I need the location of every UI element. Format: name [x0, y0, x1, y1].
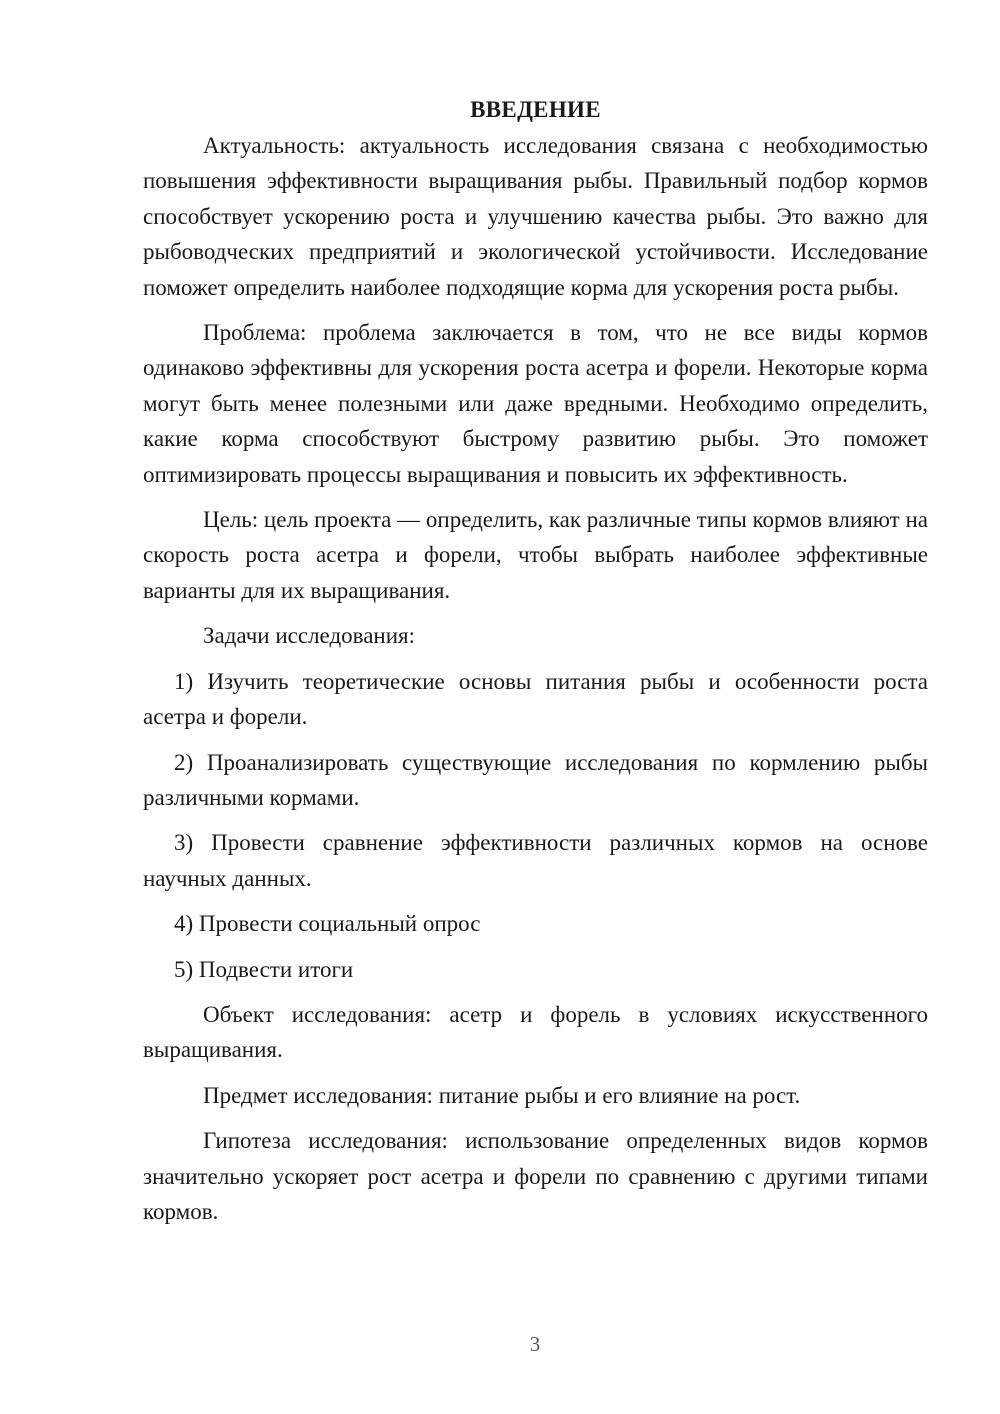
page-number: 3	[529, 1332, 541, 1356]
task-item-5: 5) Подвести итоги	[174, 956, 354, 982]
hypothesis-paragraph: Гипотеза исследования: использование определенных видов кормов значительно ускоряет рост асетра и форели по сравнению с другими типами кормов.	[143, 1128, 928, 1224]
task-item-1: 1) Изучить теоретические основы питания рыбы и особенности роста асетра и форели.	[143, 668, 928, 730]
task-item-4: 4) Провести социальный опрос	[174, 911, 481, 937]
tasks-list	[143, 664, 928, 987]
object-paragraph: Объект исследования: асетр и форель в условиях искусственного выращивания.	[143, 1001, 928, 1063]
subject-paragraph: Предмет исследования: питание рыбы и его влияние на рост.	[203, 1082, 801, 1108]
relevance-paragraph: Актуальность: актуальность исследования связана с необходимостью повышения эффективности выращивания рыбы. Правильный подбор кормов способствует ускорению роста и улучшению качества рыбы. Это важно для рыбоводческих предприятий и экологической устойчивости. Исследование поможет определить наиболее подходящие корма для ускорения роста рыбы.	[143, 133, 928, 300]
tasks-heading: Задачи исследования:	[203, 623, 416, 649]
task-item-2: 2) Проанализировать существующие исследования по кормлению рыбы различными кормами.	[143, 749, 928, 810]
page-title: ВВЕДЕНИЕ	[470, 97, 601, 122]
task-item-3: 3) Провести сравнение эффективности различных кормов на основе научных данных.	[143, 830, 928, 891]
problem-paragraph: Проблема: проблема заключается в том, что не все виды кормов одинаково эффективны для ускорения роста асетра и форели. Некоторые корма могут быть менее полезными или даже вредными. Необходимо определить, какие корма способствуют быстрому развитию рыбы. Это поможет оптимизировать процессы выращивания и повысить их эффективность.	[143, 320, 928, 487]
page-content	[143, 94, 928, 1239]
goal-paragraph: Цель: цель проекта — определить, как различные типы кормов влияют на скорость роста асетра и форели, чтобы выбрать наиболее эффективные варианты для их выращивания.	[143, 507, 928, 603]
